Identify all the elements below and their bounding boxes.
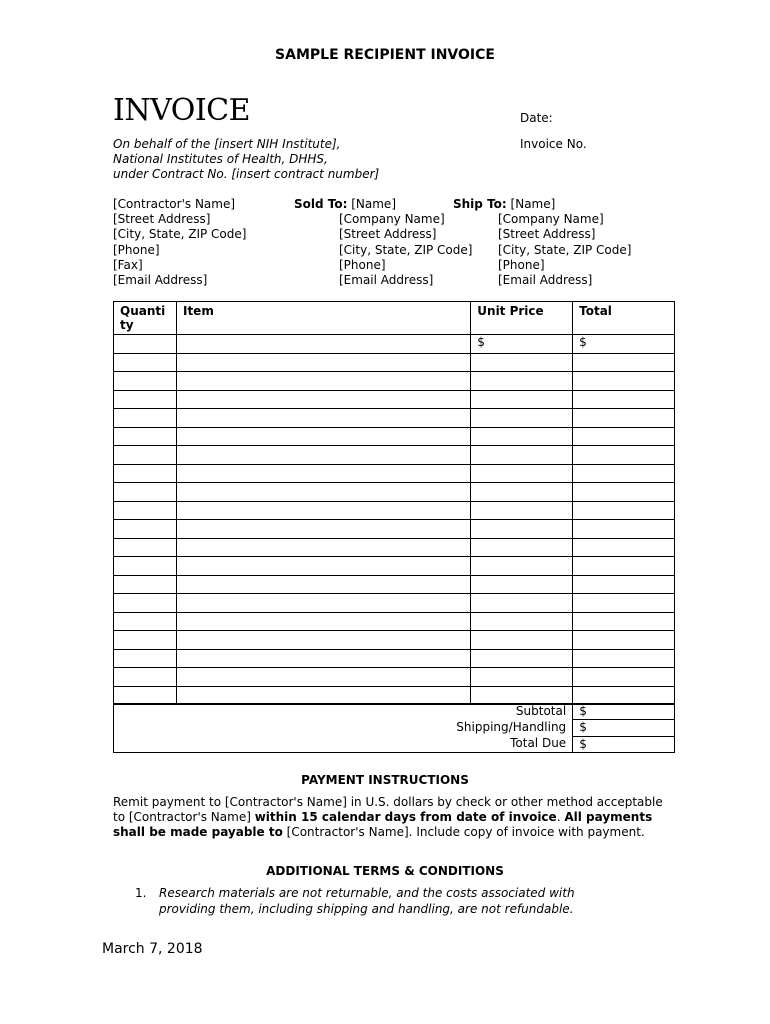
table-row (114, 557, 675, 576)
payment-text: . (556, 810, 565, 825)
unit-price-cell[interactable] (471, 446, 573, 465)
total-cell[interactable] (573, 612, 675, 631)
unit-price-cell[interactable] (471, 409, 573, 428)
payment-deadline: within 15 calendar days from date of invoice (254, 810, 557, 825)
contractor-line: [Email Address] (113, 273, 208, 288)
total-due-value[interactable]: $ (579, 736, 587, 751)
quantity-cell[interactable] (114, 686, 177, 705)
item-cell[interactable] (176, 686, 470, 705)
item-cell[interactable] (176, 501, 470, 520)
table-row (114, 612, 675, 631)
table-row (114, 520, 675, 539)
behalf-line: On behalf of the [insert NIH Institute], (113, 137, 341, 151)
quantity-cell[interactable] (114, 335, 177, 354)
footer-date: March 7, 2018 (102, 941, 203, 957)
quantity-cell[interactable] (114, 594, 177, 613)
quantity-cell[interactable] (114, 409, 177, 428)
unit-price-cell[interactable] (471, 668, 573, 687)
item-cell[interactable] (176, 538, 470, 557)
payment-text: [Contractor's Name]. Include copy of invoice with payment. (282, 825, 645, 840)
quantity-cell[interactable] (114, 353, 177, 372)
table-row (114, 668, 675, 687)
unit-price-cell[interactable] (471, 390, 573, 409)
total-cell[interactable] (573, 483, 675, 502)
item-cell[interactable] (176, 390, 470, 409)
quantity-cell[interactable] (114, 372, 177, 391)
item-header: Item (176, 302, 470, 335)
item-cell[interactable] (176, 668, 470, 687)
item-cell[interactable] (176, 353, 470, 372)
table-row (114, 631, 675, 650)
contractor-line: [Phone] (113, 242, 160, 257)
quantity-cell[interactable] (114, 501, 177, 520)
unit-price-cell[interactable] (471, 557, 573, 576)
contractor-line: [City, State, ZIP Code] (113, 227, 247, 242)
total-cell[interactable] (573, 668, 675, 687)
unit-price-cell[interactable] (471, 594, 573, 613)
quantity-cell[interactable] (114, 668, 177, 687)
item-cell[interactable] (176, 631, 470, 650)
invoice-number-label: Invoice No. (520, 137, 587, 151)
total-cell[interactable] (573, 594, 675, 613)
item-cell[interactable] (176, 409, 470, 428)
unit-price-cell[interactable] (471, 501, 573, 520)
unit-price-cell[interactable] (471, 631, 573, 650)
invoice-heading: INVOICE (113, 93, 251, 128)
ship-to-line: [Company Name] (498, 212, 604, 227)
unit-price-cell[interactable] (471, 538, 573, 557)
shipping-label: Shipping/Handling (114, 720, 573, 736)
behalf-line: under Contract No. [insert contract number] (113, 167, 380, 181)
quantity-cell[interactable] (114, 631, 177, 650)
sold-to-line: [Email Address] (339, 273, 434, 288)
item-cell[interactable] (176, 446, 470, 465)
term-number: 1. (135, 886, 147, 900)
table-row (114, 409, 675, 428)
unit-price-header: Unit Price (471, 302, 573, 335)
payment-payable-note: All payments shall be made payable to (113, 810, 653, 840)
contractor-line: [Contractor's Name] (113, 197, 236, 211)
date-label: Date: (520, 111, 553, 125)
item-cell[interactable] (176, 520, 470, 539)
item-cell[interactable] (176, 372, 470, 391)
unit-price-cell[interactable] (471, 612, 573, 631)
unit-price-cell[interactable]: $ (471, 335, 573, 354)
table-row (114, 686, 675, 705)
item-cell[interactable] (176, 483, 470, 502)
table-row (114, 390, 675, 409)
table-row (114, 464, 675, 483)
unit-price-cell[interactable] (471, 353, 573, 372)
table-row (114, 446, 675, 465)
quantity-cell[interactable] (114, 520, 177, 539)
table-header-row (114, 302, 675, 335)
unit-price-cell[interactable] (471, 427, 573, 446)
terms-list (135, 886, 615, 917)
total-cell[interactable] (573, 686, 675, 705)
item-cell[interactable] (176, 335, 470, 354)
item-cell[interactable] (176, 594, 470, 613)
ship-to-line: [City, State, ZIP Code] (498, 242, 632, 257)
payment-instructions-title: PAYMENT INSTRUCTIONS (301, 773, 469, 787)
quantity-cell[interactable] (114, 390, 177, 409)
unit-price-cell[interactable] (471, 372, 573, 391)
quantity-header: Quantity (114, 302, 177, 335)
ship-to-line: [Name] (510, 197, 556, 211)
item-cell[interactable] (176, 649, 470, 668)
contractor-address (113, 197, 246, 288)
quantity-cell[interactable] (114, 464, 177, 483)
unit-price-cell[interactable] (471, 483, 573, 502)
item-cell[interactable] (176, 427, 470, 446)
contractor-line: [Fax] (113, 257, 143, 272)
unit-price-cell[interactable] (471, 686, 573, 705)
quantity-cell[interactable] (114, 427, 177, 446)
contractor-line: [Street Address] (113, 212, 211, 227)
total-cell[interactable] (573, 649, 675, 668)
total-cell[interactable]: $ (573, 335, 675, 354)
total-due-row (114, 736, 675, 752)
table-row (114, 538, 675, 557)
total-cell[interactable] (573, 427, 675, 446)
total-cell[interactable] (573, 631, 675, 650)
total-due-label: Total Due (114, 736, 573, 752)
ship-to-line: [Phone] (498, 257, 545, 272)
table-row (114, 353, 675, 372)
term-text: Research materials are not returnable, and the costs associated with providing them, including shipping and handling, are not refundable. (159, 886, 575, 916)
total-cell[interactable] (573, 501, 675, 520)
sold-to-label: Sold To: (294, 197, 348, 211)
subtotal-value[interactable]: $ (573, 704, 675, 720)
terms-title: ADDITIONAL TERMS & CONDITIONS (266, 864, 504, 878)
total-cell[interactable] (573, 409, 675, 428)
document-title: SAMPLE RECIPIENT INVOICE (275, 47, 495, 63)
quantity-cell[interactable] (114, 557, 177, 576)
payment-instructions-text (113, 795, 673, 841)
payment-text: Remit payment to [Contractor's Name] in U.S. dollars by check or other method acceptable to [Contractor's Name] (113, 795, 663, 825)
totals-table (113, 703, 675, 753)
item-cell[interactable] (176, 575, 470, 594)
total-cell[interactable] (573, 353, 675, 372)
unit-price-cell[interactable] (471, 520, 573, 539)
behalf-line: National Institutes of Health, DHHS, (113, 152, 328, 166)
sold-to-line: [Street Address] (339, 227, 437, 242)
total-cell[interactable] (573, 557, 675, 576)
items-table (113, 301, 675, 705)
sold-to-block (294, 197, 472, 288)
subtotal-row (114, 704, 675, 720)
quantity-cell[interactable] (114, 483, 177, 502)
total-cell[interactable] (573, 464, 675, 483)
item-cell[interactable] (176, 464, 470, 483)
total-cell[interactable] (573, 390, 675, 409)
sold-to-line: [City, State, ZIP Code] (339, 242, 473, 257)
table-row (114, 575, 675, 594)
unit-price-cell[interactable] (471, 464, 573, 483)
table-row (114, 335, 675, 354)
list-item (135, 886, 615, 917)
sold-to-line: [Phone] (339, 257, 386, 272)
table-row (114, 649, 675, 668)
table-row (114, 427, 675, 446)
quantity-cell[interactable] (114, 575, 177, 594)
table-row (114, 594, 675, 613)
sold-to-line: [Name] (351, 197, 396, 211)
total-cell[interactable] (573, 538, 675, 557)
quantity-cell[interactable] (114, 538, 177, 557)
item-cell[interactable] (176, 612, 470, 631)
ship-to-line: [Email Address] (498, 273, 593, 288)
total-cell[interactable] (573, 372, 675, 391)
unit-price-cell[interactable] (471, 575, 573, 594)
table-row (114, 501, 675, 520)
total-cell[interactable] (573, 520, 675, 539)
ship-to-line: [Street Address] (498, 227, 596, 242)
quantity-cell[interactable] (114, 649, 177, 668)
quantity-cell[interactable] (114, 612, 177, 631)
item-cell[interactable] (176, 557, 470, 576)
table-row (114, 483, 675, 502)
shipping-row (114, 720, 675, 736)
sold-to-line: [Company Name] (339, 212, 445, 227)
ship-to-block (453, 197, 631, 288)
ship-to-label: Ship To: (453, 197, 507, 211)
total-cell[interactable] (573, 575, 675, 594)
quantity-cell[interactable] (114, 446, 177, 465)
unit-price-cell[interactable] (471, 649, 573, 668)
subtotal-label: Subtotal (114, 704, 573, 720)
table-row (114, 372, 675, 391)
total-cell[interactable] (573, 446, 675, 465)
total-header: Total (573, 302, 675, 335)
shipping-value[interactable]: $ (573, 720, 675, 736)
